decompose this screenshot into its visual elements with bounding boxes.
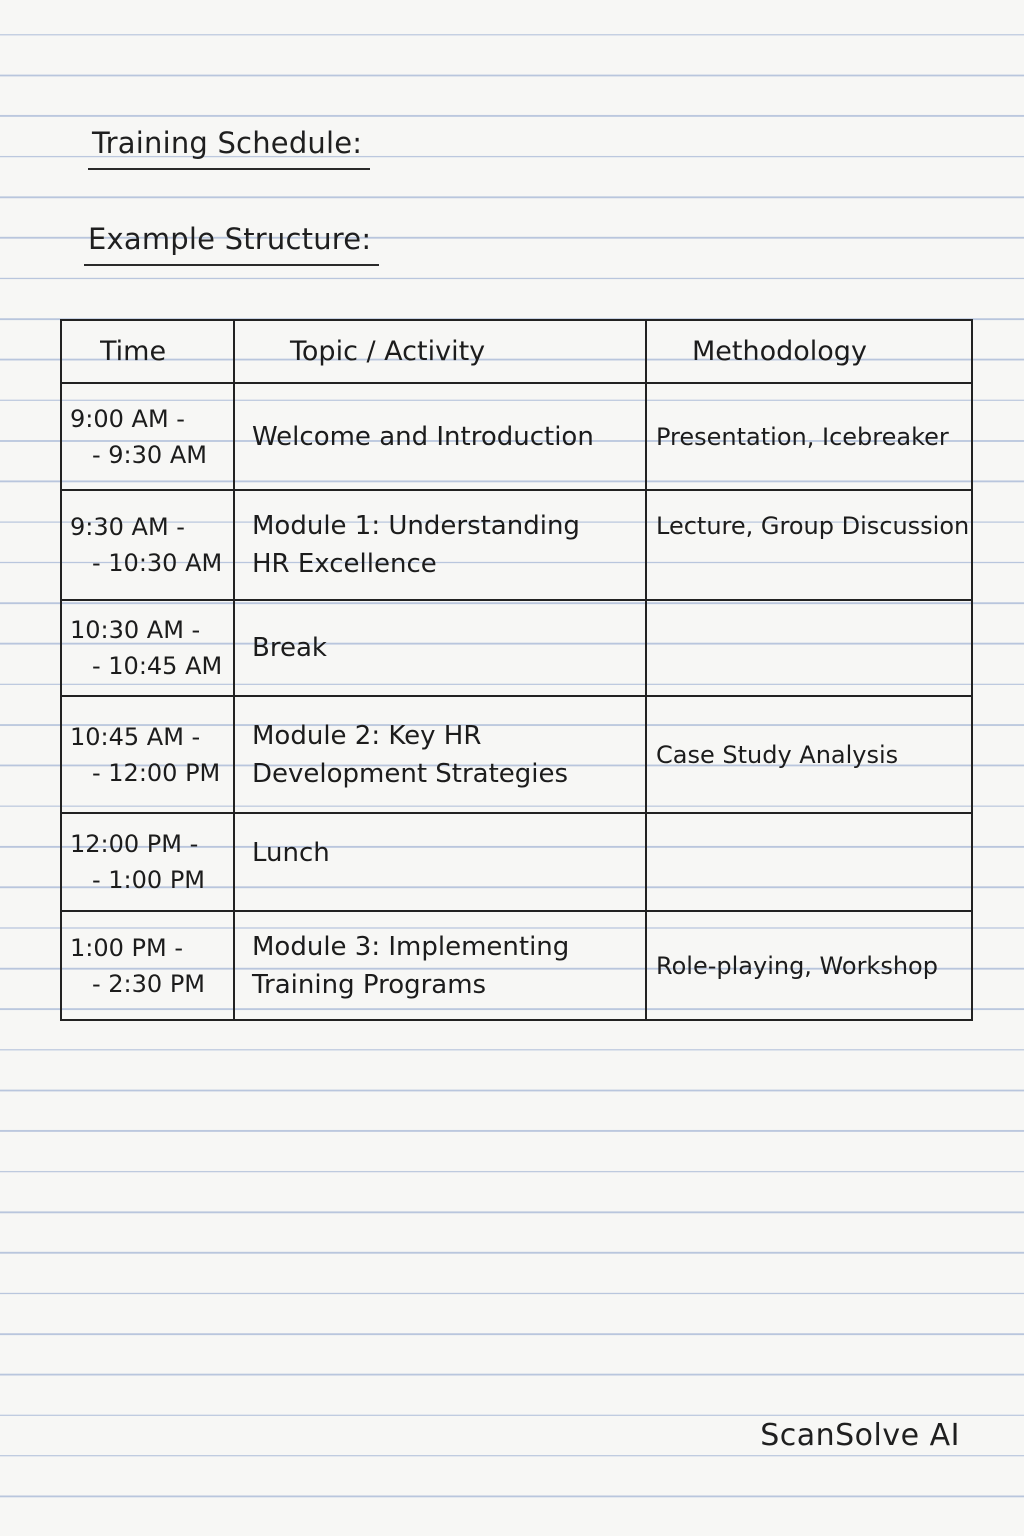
topic-cell — [250, 491, 650, 599]
topic-line: HR Excellence — [252, 549, 437, 579]
time-cell — [70, 697, 230, 812]
methodology-cell — [656, 814, 971, 910]
topic-line: Break — [252, 633, 327, 663]
time-end: - 9:30 AM — [92, 440, 207, 469]
page-subtitle: Example Structure: — [88, 222, 372, 256]
table-row — [62, 491, 971, 601]
topic-line: Module 1: Understanding — [252, 511, 580, 541]
topic-cell — [250, 697, 650, 812]
methodology-cell: Role-playing, Workshop — [656, 951, 938, 980]
table-header-row — [62, 321, 971, 384]
topic-line: Training Programs — [252, 969, 487, 1000]
topic-line: Module 2: Key HR — [252, 720, 482, 751]
time-end: - 10:45 AM — [92, 652, 223, 680]
table-row — [62, 384, 971, 491]
topic-line: Module 3: Implementing — [252, 931, 570, 962]
time-end: - 1:00 PM — [92, 866, 205, 894]
topic-line: Development Strategies — [252, 758, 569, 789]
header-methodology: Methodology — [692, 335, 867, 367]
methodology-cell: Lecture, Group Discussion — [656, 512, 970, 540]
time-end: - 2:30 PM — [92, 969, 205, 998]
methodology-cell — [656, 601, 971, 695]
time-start: 9:30 AM - — [70, 513, 185, 541]
table-row — [62, 697, 971, 814]
methodology-cell: Case Study Analysis — [656, 740, 899, 769]
topic-line: Lunch — [252, 838, 330, 868]
time-start: 10:30 AM - — [70, 616, 201, 644]
time-start: 9:00 AM - — [70, 404, 185, 433]
header-time: Time — [100, 335, 167, 367]
page-title: Training Schedule: — [92, 126, 363, 160]
time-cell — [70, 814, 230, 910]
table-row — [62, 601, 971, 697]
methodology-cell: Presentation, Icebreaker — [656, 422, 949, 451]
time-cell — [70, 601, 230, 695]
topic-cell — [250, 912, 650, 1019]
topic-cell — [250, 384, 650, 489]
topic-cell — [250, 814, 650, 910]
time-start: 10:45 AM - — [70, 722, 201, 751]
topic-cell — [250, 601, 650, 695]
time-end: - 10:30 AM — [92, 549, 223, 577]
table-row — [62, 912, 971, 1019]
topic-line: Welcome and Introduction — [252, 421, 594, 452]
brand-watermark: ScanSolve AI — [760, 1418, 960, 1453]
time-cell — [70, 912, 230, 1019]
time-start: 1:00 PM - — [70, 933, 183, 962]
time-start: 12:00 PM - — [70, 830, 199, 858]
schedule-table — [60, 319, 973, 1021]
header-topic: Topic / Activity — [290, 335, 486, 367]
table-row — [62, 814, 971, 912]
time-cell — [70, 384, 230, 489]
time-cell — [70, 491, 230, 599]
time-end: - 12:00 PM — [92, 758, 221, 787]
